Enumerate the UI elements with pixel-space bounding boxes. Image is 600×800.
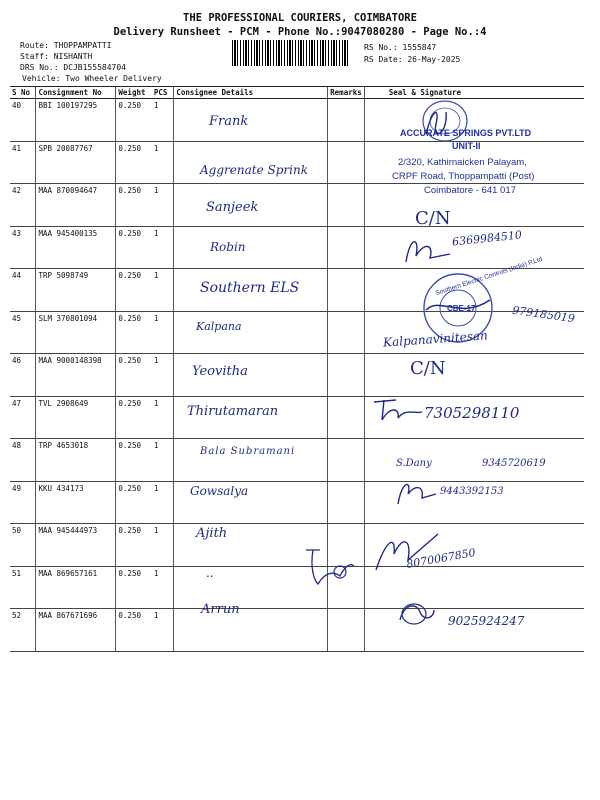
cell-remarks [328, 439, 365, 482]
cn-mark: C/N [415, 208, 451, 229]
cell-pcs: 1 [152, 269, 174, 312]
cell-weight: 0.250 [116, 311, 152, 354]
cell-weight: 0.250 [116, 354, 152, 397]
col-weight: Weight [116, 87, 152, 99]
handwritten-phone: 9345720619 [482, 458, 546, 469]
signature-icon [394, 476, 440, 510]
handwritten-name: Kalpana [196, 320, 242, 333]
cell-pcs: 1 [152, 311, 174, 354]
cell-pcs: 1 [152, 141, 174, 184]
cell-pcs: 1 [152, 354, 174, 397]
cell-sno: 48 [10, 439, 36, 482]
cell-remarks [328, 269, 365, 312]
cell-sno: 46 [10, 354, 36, 397]
cell-consignee [174, 226, 328, 269]
handwritten-phone: 9025924247 [448, 614, 525, 628]
cell-sno: 51 [10, 566, 36, 609]
cell-pcs: 1 [152, 184, 174, 227]
cell-remarks [328, 396, 365, 439]
handwritten-name: Thirutamaran [187, 404, 279, 419]
handwritten-name: Bala Subramani [200, 446, 296, 457]
handwritten-signature: S.Dany [396, 458, 432, 469]
cell-pcs: 1 [152, 524, 174, 567]
cell-sno: 52 [10, 609, 36, 652]
handwritten-name: Frank [209, 114, 249, 129]
cell-sno: 42 [10, 184, 36, 227]
rs-number: RS No.: 1555847 [364, 43, 437, 52]
table-row [10, 354, 584, 397]
handwritten-name: Ajith [196, 526, 228, 541]
cell-pcs: 1 [152, 609, 174, 652]
cell-consignment: MAA 870094647 [36, 184, 116, 227]
handwritten-phone: 9443392153 [440, 486, 504, 497]
cell-weight: 0.250 [116, 609, 152, 652]
cell-weight: 0.250 [116, 481, 152, 524]
cell-pcs: 1 [152, 481, 174, 524]
stamp-line: ACCURATE SPRINGS PVT.LTD [400, 128, 532, 138]
handwritten-signature: Kalpanavinitesan [382, 328, 489, 350]
cell-remarks [328, 226, 365, 269]
col-seal: Seal & Signature [364, 87, 584, 99]
stamp-line: UNIT-II [452, 141, 481, 151]
cell-sno: 49 [10, 481, 36, 524]
stamp-line: 2/320, Kathirnaicken Palayam, [398, 157, 527, 168]
cell-consignee [174, 99, 328, 142]
cell-sno: 45 [10, 311, 36, 354]
col-pcs: PCS [152, 87, 174, 99]
cell-pcs: 1 [152, 99, 174, 142]
cell-sno: 43 [10, 226, 36, 269]
cell-consignment: TVL 2908649 [36, 396, 116, 439]
cell-weight: 0.250 [116, 184, 152, 227]
cell-weight: 0.250 [116, 566, 152, 609]
cell-consignment: TRP 4653018 [36, 439, 116, 482]
cell-weight: 0.250 [116, 396, 152, 439]
signature-icon [370, 394, 430, 424]
runsheet-subtitle: Delivery Runsheet - PCM - Phone No.:9047080280 - Page No.:4 [113, 26, 487, 38]
handwritten-phone: 8070067850 [405, 546, 477, 571]
cell-consignment: SPB 20087767 [36, 141, 116, 184]
handwritten-name: Southern ELS [200, 280, 300, 296]
cell-consignment: SLM 370801094 [36, 311, 116, 354]
cell-pcs: 1 [152, 566, 174, 609]
handwritten-name: Arrun [201, 602, 240, 617]
cell-remarks [328, 99, 365, 142]
cell-consignment: TRP 5098749 [36, 269, 116, 312]
cell-pcs: 1 [152, 226, 174, 269]
cell-weight: 0.250 [116, 269, 152, 312]
cell-remarks [328, 184, 365, 227]
cell-consignment: KKU 434173 [36, 481, 116, 524]
table-row [10, 524, 584, 567]
cell-weight: 0.250 [116, 141, 152, 184]
handwritten-phone: 6369984510 [451, 228, 523, 249]
handwritten-phone: 7305298110 [424, 404, 520, 422]
signature-icon [394, 598, 440, 632]
table-row [10, 311, 584, 354]
cell-consignment: MAA 945444973 [36, 524, 116, 567]
stamp-center: CBE-17 [447, 304, 476, 313]
table-row [10, 566, 584, 609]
barcode [232, 40, 350, 66]
cell-consignment: MAA 867671696 [36, 609, 116, 652]
cell-sno: 40 [10, 99, 36, 142]
cell-pcs: 1 [152, 439, 174, 482]
stamp-line: Southern Electric Controls (India) P.Ltd [434, 255, 544, 298]
cell-sno: 50 [10, 524, 36, 567]
handwritten-name: Yeovitha [192, 364, 248, 379]
stamp-line: Coimbatore - 641 017 [424, 185, 516, 196]
col-consignment: Consignment No [36, 87, 116, 99]
cell-sno: 41 [10, 141, 36, 184]
vehicle-label: Vehicle: Two Wheeler Delivery [22, 74, 162, 83]
runsheet-title: THE PROFESSIONAL COURIERS, COIMBATORE [183, 12, 417, 24]
handwritten-name: .. [206, 566, 214, 580]
cell-remarks [328, 354, 365, 397]
handwritten-name: Robin [210, 240, 246, 254]
rs-date: RS Date: 26-May-2025 [364, 55, 461, 64]
handwritten-name: Sanjeek [206, 200, 259, 215]
col-sno: S No [10, 87, 36, 99]
cell-remarks [328, 609, 365, 652]
cell-pcs: 1 [152, 396, 174, 439]
cell-weight: 0.250 [116, 99, 152, 142]
cell-sno: 44 [10, 269, 36, 312]
cell-sno: 47 [10, 396, 36, 439]
handwritten-name: Aggrenate Sprink [200, 163, 308, 177]
cell-consignment: BBI 100197295 [36, 99, 116, 142]
signature-icon [422, 104, 452, 140]
cell-consignment: MAA 869657161 [36, 566, 116, 609]
staff-label: Staff: NISHANTH [20, 52, 93, 61]
signature-icon [300, 544, 358, 588]
route-label: Route: THOPPAMPATTI [20, 41, 112, 50]
cell-remarks [328, 141, 365, 184]
stamp-line: CRPF Road, Thoppampatti (Post) [392, 171, 535, 182]
signature-icon [398, 232, 458, 272]
cell-weight: 0.250 [116, 439, 152, 482]
col-remarks: Remarks [328, 87, 365, 99]
handwritten-name: Gowsalya [190, 484, 249, 498]
cell-weight: 0.250 [116, 524, 152, 567]
cell-consignee [174, 609, 328, 652]
cell-seal [364, 354, 584, 397]
table-header-row [10, 87, 584, 99]
cell-remarks [328, 311, 365, 354]
handwritten-phone: 979185019 [511, 303, 576, 326]
cell-remarks [328, 481, 365, 524]
cell-consignment: MAA 9000148398 [36, 354, 116, 397]
cell-weight: 0.250 [116, 226, 152, 269]
drs-number: DRS No.: DCJB155584704 [20, 63, 126, 72]
cell-consignment: MAA 945400135 [36, 226, 116, 269]
col-consignee: Consignee Details [174, 87, 328, 99]
cn-mark: C/N [410, 358, 446, 379]
cell-consignee [174, 439, 328, 482]
